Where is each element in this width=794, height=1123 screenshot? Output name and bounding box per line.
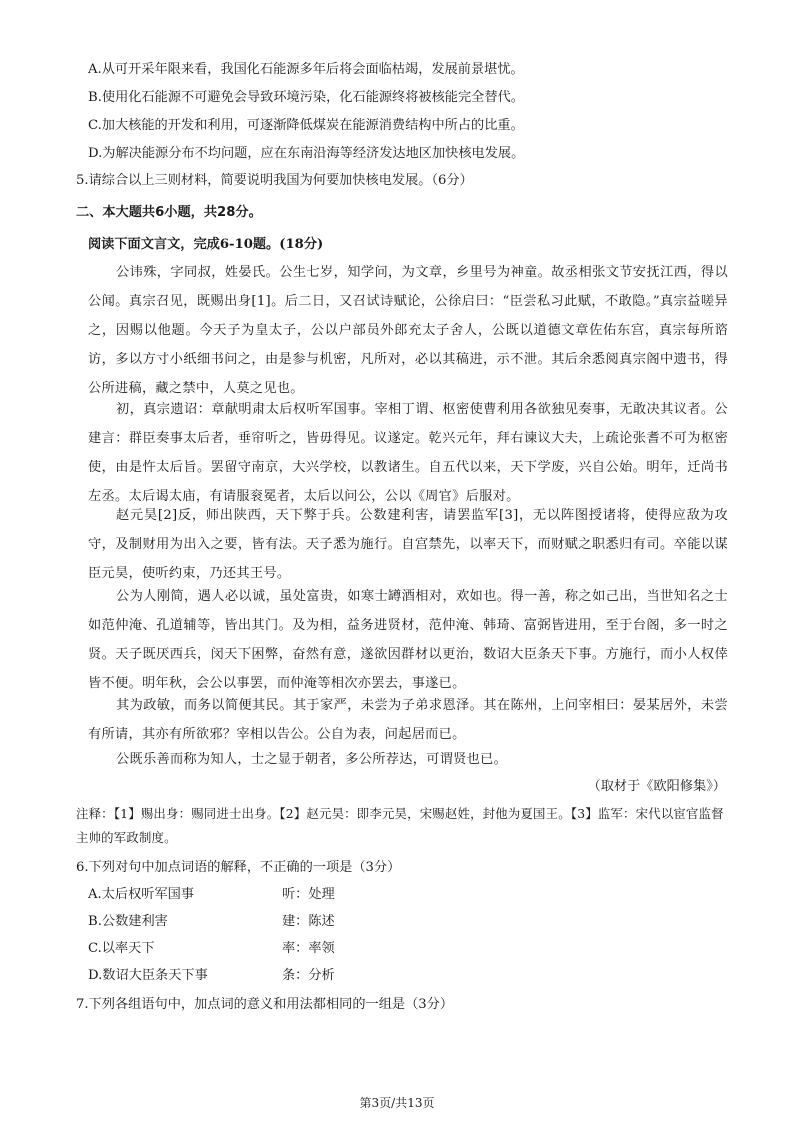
question-7: 7.下列各组语句中，加点词的意义和用法都相同的一组是（3分） bbox=[76, 997, 454, 1012]
q4-option-b: B.使用化石能源不可避免会导致环境污染，化石能源终将被核能完全替代。 bbox=[88, 90, 524, 105]
question-6: 6.下列对句中加点词语的解释，不正确的一项是（3分） bbox=[76, 860, 401, 875]
q4-option-c: C.加大核能的开发和利用，可逐渐降低煤炭在能源消费结构中所占的比重。 bbox=[88, 118, 524, 133]
q6-option-a-text: A.太后权听军国事 bbox=[88, 887, 195, 902]
question-5: 5.请综合以上三则材料，简要说明我国为何要加快核电发展。（6分） bbox=[76, 173, 473, 188]
passage-paragraph-4: 公为人刚简，遇人必以诚，虽处富贵，如寒士罇酒相对，欢如也。得一善，称之如己出，当世知名之士如范仲淹、孔道辅等，皆出其门。及为相，益务进贤材，范仲淹、韩琦、富弼皆进用，至于台阁，多一时之贤。天子既厌西兵，闵天下困弊，奋然有意，遂欲因群材以更治，数诏大臣条天下事。方施行，而小人权倖皆不便。明年秋，会公以事罢，而仲淹等相次亦罢去，事遂已。 bbox=[88, 589, 728, 691]
section-heading: 二、本大题共6小题，共28分。 bbox=[76, 205, 262, 220]
reading-instruction: 阅读下面文言文，完成6-10题。(18分) bbox=[88, 237, 324, 252]
q6-option-d-gloss: 条：分析 bbox=[282, 968, 335, 983]
q6-option-d-text: D.数诏大臣条天下事 bbox=[88, 968, 208, 983]
q6-option-c-text: C.以率天下 bbox=[88, 941, 155, 956]
q6-option-b-text: B.公数建利害 bbox=[88, 914, 168, 929]
q4-option-a: A.从可开采年限来看，我国化石能源多年后将会面临枯竭，发展前景堪忧。 bbox=[88, 62, 524, 77]
passage-paragraph-1: 公讳殊，字同叔，姓晏氏。公生七岁，知学问，为文章，乡里号为神童。故丞相张文节安抚江西，得以公闻。真宗召见，既赐出身[1]。后二日，又召试诗赋论，公徐启曰：“臣尝私习此赋，不敢隐。”真宗益嗟异之，因赐以他题。今天子为皇太子，公以户部员外郎充太子舍人，公既以道德文章佐佑东宫，真宗每所谘访，多以方寸小纸细书问之，由是参与机密，凡所对，必以其稿进，示不泄。其后余悉阅真宗阁中遗书，得公所进稿，藏之禁中，人莫之见也。 bbox=[88, 265, 728, 396]
passage-paragraph-3: 赵元昊[2]反，师出陕西，天下弊于兵。公数建利害，请罢监军[3]，无以阵图授诸将，使得应敌为攻守，及制财用为出入之要，皆有法。天子悉为施行。自宫禁先，以率天下，而财赋之职悉归有司。卒能以谋臣元昊，使听约束，乃还其王号。 bbox=[88, 508, 728, 581]
source-citation: （取材于《欧阳修集》） bbox=[587, 779, 726, 794]
q4-option-d: D.为解决能源分布不均问题，应在东南沿海等经济发达地区加快核电发展。 bbox=[88, 146, 525, 161]
annotations: 注释：【1】赐出身：赐同进士出身。【2】赵元昊：即李元昊，宋赐赵姓，封他为夏国王。【3】监军：宋代以宦官监督主帅的军政制度。 bbox=[76, 806, 724, 845]
passage-paragraph-6: 公既乐善而称为知人，士之显于朝者，多公所荐达，可谓贤也已。 bbox=[116, 752, 508, 767]
q6-option-c-gloss: 率：率领 bbox=[282, 941, 335, 956]
passage-paragraph-5: 其为政敏，而务以简便其民。其于家严，未尝为子弟求恩泽。其在陈州，上问宰相曰：晏某居外，未尝有所请，其亦有所欲邪？宰相以告公。公自为表，问起居而已。 bbox=[88, 698, 728, 742]
q6-option-b-gloss: 建：陈述 bbox=[282, 914, 335, 929]
page-footer: 第3页/共13页 bbox=[359, 1096, 435, 1110]
passage-paragraph-2: 初，真宗遗诏：章献明肃太后权听军国事。宰相丁谓、枢密使曹利用各欲独见奏事，无敢决其议者。公建言：群臣奏事太后者，垂帘听之，皆毋得见。议遂定。乾兴元年，拜右谏议大夫，上疏论张耆不可为枢密使，由是忤太后旨。罢留守南京，大兴学校，以教诸生。自五代以来，天下学废，兴自公始。明年，迁尚书左丞。太后谒太庙，有请服衮冕者，太后以问公，公以《周官》后服对。 bbox=[88, 402, 728, 504]
q6-option-a-gloss: 听：处理 bbox=[282, 887, 335, 902]
